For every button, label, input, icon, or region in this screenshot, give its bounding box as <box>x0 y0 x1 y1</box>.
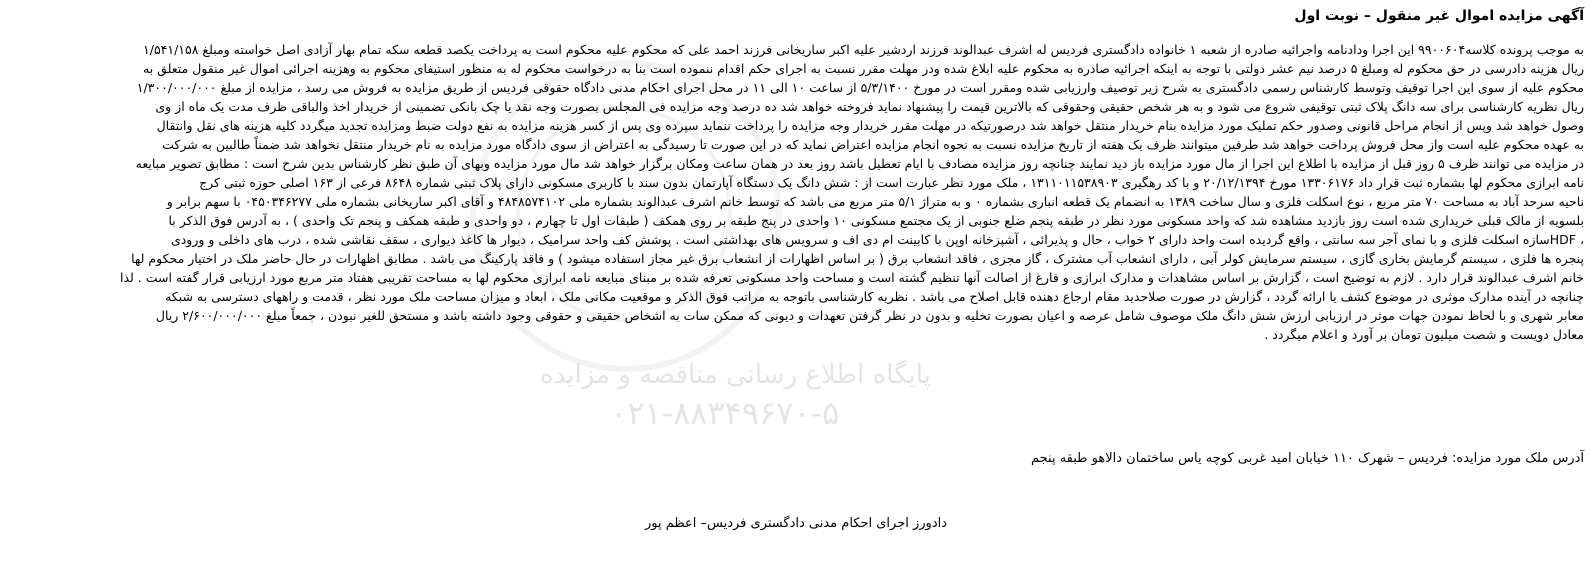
body-line: معابر شهری و با لحاظ نمودن جهات موثر در ارزیابی ارزش شش دانگ ملک موصوف شامل عرصه و اعیان بصورت تخلیه و بدون در نظر گرفتن تعهدات و دیونی که ممکن سات به اشخاص حقیقی و حقوقی وجود داشته باشد و مستحق للغیر نبودن ، جمعاً مبلغ ۲/۶۰۰/۰۰۰/۰۰۰ ریال <box>155 308 1584 323</box>
body-line: ریال هزینه دادرسی در حق محکوم له ومبلغ ۵ درصد نیم عشر دولتی با توجه به اینکه اجرائیه صادره به محکوم علیه ابلاغ شده ودر مهلت مقرر نسبت به اجرای حکم اقدام ننموده است بنا به درخواست محکوم له به منظور استیفای محکوم به وهزینه اجرائی اموال غیر منقول متعلق به <box>143 61 1584 76</box>
body-line: چنانچه در آینده مدارک موثری در موضوع کشف یا ارائه گردد ، گزارش در صورت صلاحدید مقام ارجاع دهنده قابل اصلاح می باشد . نظریه کارشناسی باتوجه به مراتب فوق الذکر و موقعیت مکانی ملک ، ابعاد و میزان مساحت ملک مورد نظر ، قدمت و راههای دسترسی به شبکه <box>165 289 1584 304</box>
body-line: به عهده محکوم علیه است واز محل فروش پرداخت خواهد شد طرفین میتوانند ظرف یک هفته از تاریخ مزایده نسبت به نحوه انجام مزایده اعتراض نماید که در این صورت تا رسیدگی به اعتراض از سوی دادگاه مورد مزایده به نام خریدار منتقل نخواهد شد ضمناً طالبین به شرکت <box>162 137 1584 152</box>
body-line: ، HDFسازه اسکلت فلزی و با نمای آجر سه سانتی ، واقع گردیده است واحد دارای ۲ خواب ، حال و پذیرائی ، آشپزخانه اوپن با کابینت ام دی اف و سرویس های بهداشتی است . پوشش کف واحد سرامیک ، دیوار ها کاغذ دیواری ، سقف نقاشی شده ، درب های داخلی و ورودی <box>170 232 1584 247</box>
body-line: پنجره ها فلزی ، سیستم گرمایش بخاری گازی ، سیستم سرمایش کولر آبی ، دارای انشعاب آب مشترک ، گاز مجزی ، فاقد انشعاب برق ( بر اساس اظهارات از انشعاب برق غیر مجاز استفاده میشود ) و فاقد پارکینگ می باشد . مطابق اظهارات در حال حاضر ملک در اختیار محکوم لها <box>131 251 1584 266</box>
body-line: به موجب پرونده کلاسه۹۹۰۰۶۰۴ این اجرا ودادنامه واجرائیه صادره از شعبه ۱ خانواده دادگستری فردیس له اشرف عبدالوند فرزند اردشیر علیه اکبر ساریخانی فرزند احمد علی که محکوم علیه محکوم است به پرداخت یکصد قطعه سکه تمام بهار آزادی اصل خواسته ومبلغ ۱/۵۴۱/۱۵۸ <box>143 42 1584 57</box>
body-line: در مزایده می توانند ظرف ۵ روز قبل از مزایده با اطلاع این اجرا از مال مورد مزایده باز دید نمایند چنانچه روز مزایده مصادف با ایام تعطیل باشد روز بعد در همان ساعت ومکان برگزار خواهد شد مال مورد مزایده وبهای آن طبق نظر کارشناس بدین شرح است : مطابق تصویر مبایعه <box>135 156 1584 171</box>
body-line: ریال نظریه کارشناسی برای سه دانگ پلاک ثبتی توقیفی شروع می شود و به هر شخص حقیقی وحقوقی که بالاترین قیمت را پیشنهاد نماید فروخته خواهد شد ده درصد وجه مزایده فی المجلس بصورت وجه نقد یا چک بانکی تضمینی از خریدار اخذ والباقی ظرف مدت یک ماه از وی <box>155 99 1584 114</box>
body-line: ناحیه سرحد آباد به مساحت ۷۰ متر مربع ، نوع اسکلت فلزی و سال ساخت ۱۳۸۹ به انضمام یک قطعه انباری بشماره ۰ و به متراژ ۵/۱ متر مربع می باشد که توسط خانم اشرف عبدالوند بشماره ملی ۴۸۴۸۵۷۴۱۰۲ و آقای اکبر ساریخانی بشماره ملی ۰۴۵۰۳۴۶۲۷۷ با سهم برابر و <box>166 194 1584 209</box>
body-line: معادل دویست و شصت میلیون تومان بر آورد و اعلام میگردد . <box>1264 327 1584 342</box>
body-line: نامه ابرازی محکوم لها بشماره ثبت قرار داد ۱۳۳۰۶۱۷۶ مورخ ۲۰/۱۲/۱۳۹۴ و با کد رهگیری ۱۳۱۱۰۱۱۵۳۸۹۰۳ ، ملک مورد نظر عبارت است از : شش دانگ یک دستگاه آپارتمان بدون سند با کاربری مسکونی دارای پلاک ثبتی شماره ۸۶۴۸ فرعی از ۱۶۳ اصلی حوزه ثبتی کرج <box>199 175 1584 190</box>
signature-line: دادورز اجرای احکام مدنی دادگستری فردیس– اعظم پور <box>644 516 948 531</box>
body-line: وصول خواهد شد وپس از انجام مراحل قانونی وصدور حکم تملیک مورد مزایده بنام خریدار منتقل خواهد شد درصورتیکه در مهلت مقرر خریدار وجه مزایده را پرداخت ننماید سپرده وی پس از کسر هزینه مزایده به نفع دولت ضبط ومزایده تجدید میگردد کلیه هزینه های نقل وانتقال <box>156 118 1584 133</box>
watermark-phone: ۰۲۱-۸۸۳۴۹۶۷۰-۵ <box>610 394 840 432</box>
property-address: آدرس ملک مورد مزایده: فردیس – شهرک ۱۱۰ خیابان امید غربی کوچه یاس ساختمان دالاهو طبقه پنجم <box>1031 451 1584 466</box>
notice-title: آگهی مزایده اموال غیر منقول – نوبت اول <box>1294 8 1584 24</box>
watermark-text: پایگاه اطلاع رسانی مناقصه و مزایده <box>540 360 931 390</box>
body-line: خانم اشرف عبدالوند قرار دارد . لازم به توضیح است ، گزارش بر اساس مشاهدات و مدارک ابرازی و فارغ از اصالت آنها تنظیم گشته است و مساحت واحد مسکونی تعرفه شده بر مبنای مبایعه نامه ابرازی محکوم لها به مساحت تقریبی هفتاد متر مربع مورد ارزیابی قرار گفته است . لذا <box>119 270 1584 285</box>
body-line: بلسویه از مالک قبلی خریداری شده است روز بازدید مشاهده شد که واحد مسکونی مورد نظر در طبقه پنجم ضلع جنوبی از یک مجتمع مسکونی ۱۰ واحدی در پنج طبقه بر روی همکف ( طبقات اول تا چهارم ، دو واحدی و طبقه همکف و پنجم تک واحدی ) ، به آدرس فوق الذکر با <box>168 213 1584 228</box>
body-line: محکوم علیه از سوی این اجرا توقیف وتوسط کارشناس رسمی دادگستری به شرح زیر توصیف وارزیابی شده ومقرر است در مورخ ۵/۳/۱۴۰۰ از ساعت ۱۰ الی ۱۱ در محل اجرای احکام مدنی دادگاه حقوقی فردیس از طریق مزایده به فروش می رسد ، مزایده از مبلغ ۱/۳۰۰/۰۰۰/۰۰۰ <box>136 80 1584 95</box>
